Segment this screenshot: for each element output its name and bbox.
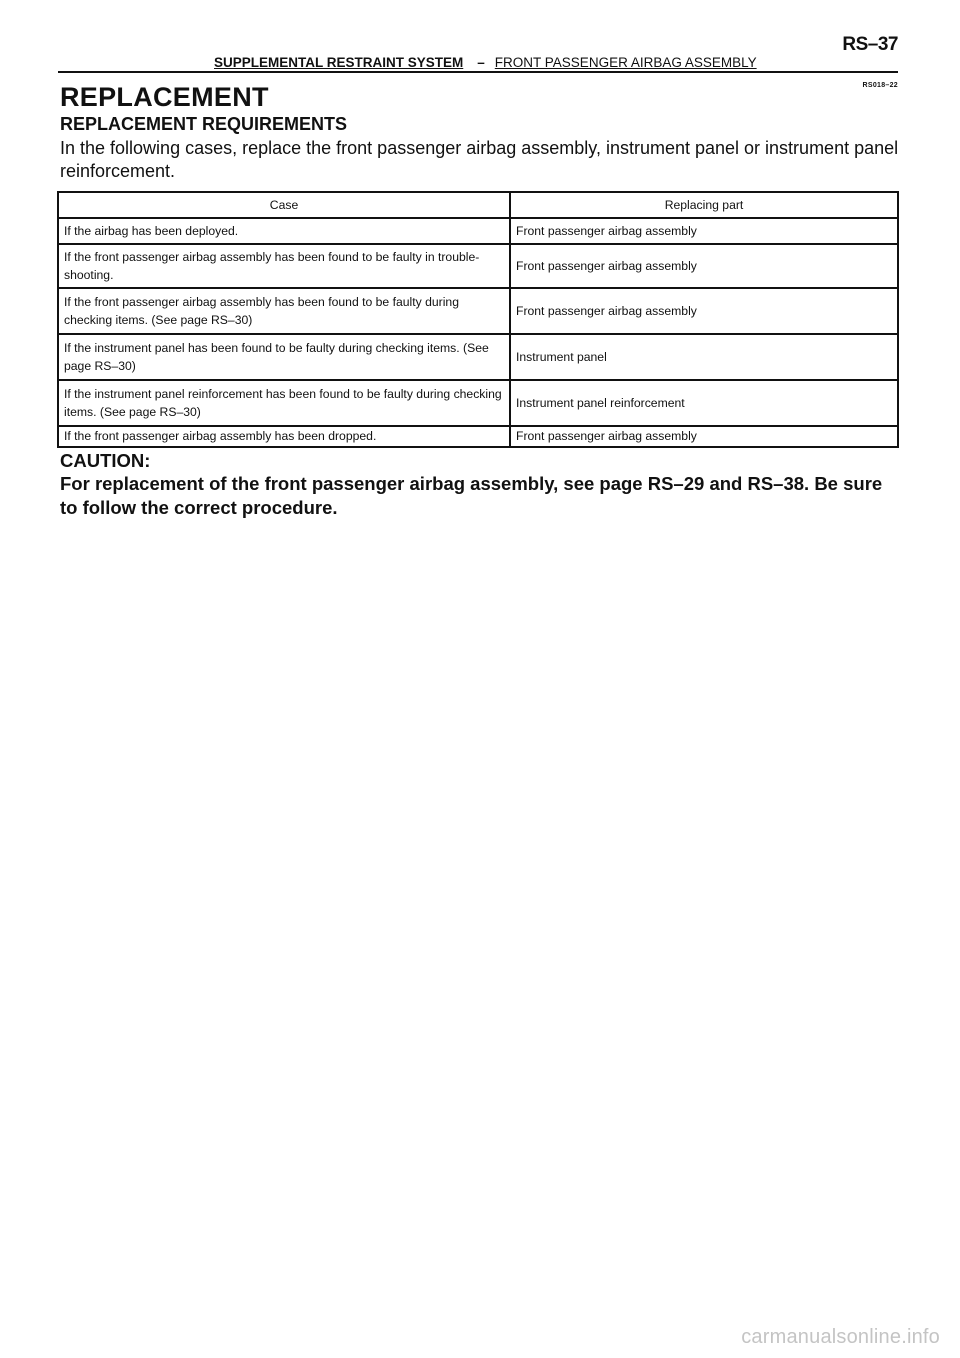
intro-paragraph: In the following cases, replace the front passenger airbag assembly, instrument panel or instrument panel reinforcement. <box>60 138 899 181</box>
replacing-part-cell: Front passenger airbag assembly <box>510 218 898 244</box>
case-cell: If the front passenger airbag assembly has been found to be faulty in trouble-shooting. <box>58 244 510 288</box>
table-row <box>58 218 898 244</box>
subsection-title: FRONT PASSENGER AIRBAG ASSEMBLY <box>494 55 757 70</box>
table-row <box>58 244 898 288</box>
caution-heading: CAUTION: <box>60 450 151 471</box>
replacing-part-cell: Front passenger airbag assembly <box>510 288 898 334</box>
table-row <box>58 380 898 426</box>
page-number: RS–37 <box>842 34 898 55</box>
running-header <box>214 55 774 70</box>
case-cell: If the instrument panel has been found to be faulty during checking items. (See page RS–30) <box>58 334 510 380</box>
watermark[interactable]: carmanualsonline.info <box>741 1326 940 1348</box>
caution-text: For replacement of the front passenger airbag assembly, see page RS–29 and RS–38. Be sure to follow the correct procedure. <box>60 473 883 518</box>
case-cell: If the instrument panel reinforcement has been found to be faulty during checking items. (See page RS–30) <box>58 380 510 426</box>
replacement-requirements-table <box>57 191 899 448</box>
table-header-row <box>58 192 898 218</box>
column-header-replacing-part: Replacing part <box>510 192 898 218</box>
replacing-part-cell: Instrument panel <box>510 334 898 380</box>
replacing-part-cell: Front passenger airbag assembly <box>510 244 898 288</box>
table-row <box>58 288 898 334</box>
document-code: RS018–22 <box>862 82 898 89</box>
column-header-case: Case <box>58 192 510 218</box>
table-row <box>58 426 898 447</box>
case-cell: If the front passenger airbag assembly has been found to be faulty during checking items. (See page RS–30) <box>58 288 510 334</box>
header-rule <box>58 71 898 73</box>
section-title: SUPPLEMENTAL RESTRAINT SYSTEM <box>214 55 464 70</box>
header-separator: – <box>477 55 485 70</box>
replacing-part-cell: Instrument panel reinforcement <box>510 380 898 426</box>
case-cell: If the airbag has been deployed. <box>58 218 510 244</box>
section-heading: REPLACEMENT REQUIREMENTS <box>60 114 348 134</box>
page-title: REPLACEMENT <box>60 82 269 112</box>
replacing-part-cell: Front passenger airbag assembly <box>510 426 898 447</box>
case-cell: If the front passenger airbag assembly has been dropped. <box>58 426 510 447</box>
table-row <box>58 334 898 380</box>
